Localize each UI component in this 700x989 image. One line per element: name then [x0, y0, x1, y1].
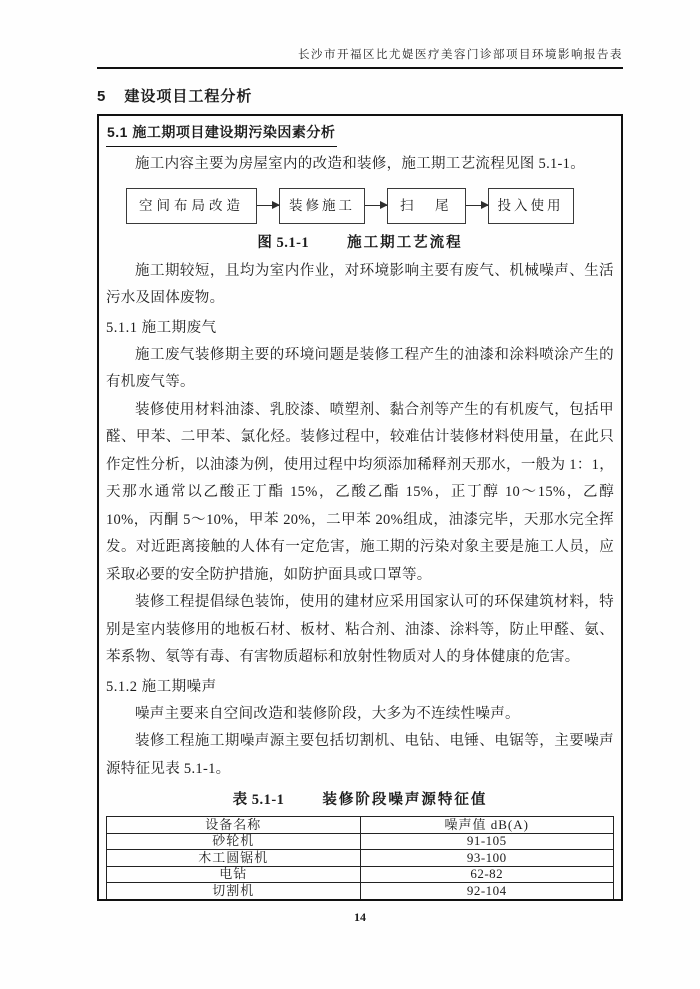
figure-caption-label: 图 5.1-1: [257, 234, 310, 251]
noise-value-cell: 91-105: [360, 833, 614, 850]
flow-step-decoration: 装修施工: [279, 188, 365, 224]
table-row: [107, 883, 614, 900]
table-caption: [106, 783, 614, 813]
paragraph-gas-3: 装修工程提倡绿色装饰，使用的建材应采用国家认可的环保建筑材料，特别是室内装修用的地板石材、板材、粘合剂、油漆、涂料等，防止甲醛、氨、苯系物、氡等有毒、有害物质超标和放射性物质对人的身体健康的危害。: [106, 594, 614, 665]
header-rule: [97, 67, 623, 69]
noise-source-table: [106, 816, 614, 900]
chapter-heading: [97, 85, 623, 106]
heading-5-1-1: 5.1.1 施工期废气: [106, 319, 217, 336]
table-row: [107, 850, 614, 867]
paragraph-noise-1: 噪声主要来自空间改造和装修阶段，大多为不连续性噪声。: [135, 705, 520, 722]
document-body: [97, 0, 623, 901]
column-header-noise-value: 噪声值 dB(A): [360, 817, 614, 834]
flow-step-put-into-use: 投入使用: [488, 188, 574, 224]
table-row: [107, 833, 614, 850]
equipment-name-cell: 砂轮机: [107, 833, 361, 850]
construction-flow-diagram: [126, 188, 562, 224]
flow-step-space-layout: 空间布局改造: [126, 188, 257, 224]
table-header-row: [107, 817, 614, 834]
paragraph-gas-2: 装修使用材料油漆、乳胶漆、喷塑剂、黏合剂等产生的有机废气，包括甲醛、甲苯、二甲苯、氯化烃。装修过程中，较难估计装修材料使用量，在此只作定性分析，以油漆为例，使用过程中均须添加稀释剂天那水，一般为 1：1，天那水通常以乙酸正丁酯 15%，乙酸乙酯 15%，正丁醇 10～15%，乙醇 10%，丙酮 5～10%，甲苯 20%，二甲苯 20%组成，油漆完毕，天那水完全挥发。对近距离接触的人体有一定危害，施工期的污染对象主要是施工人员，应采取必要的安全防护措施，如防护面具或口罩等。: [106, 401, 614, 583]
analysis-content-box: [97, 114, 623, 901]
equipment-name-cell: 电钻: [107, 866, 361, 883]
page-number: 14: [354, 910, 366, 924]
table-row: [107, 866, 614, 883]
equipment-name-cell: 木工圆锯机: [107, 850, 361, 867]
paragraph-noise-2: 装修工程施工期噪声源主要包括切割机、电钻、电锤、电锯等，主要噪声源特征见表 5.1-1。: [106, 733, 614, 777]
heading-5-1-2: 5.1.2 施工期噪声: [106, 678, 217, 695]
arrow-right-icon: [257, 205, 279, 206]
chapter-number: 5: [97, 88, 107, 105]
arrow-right-icon: [365, 205, 387, 206]
noise-value-cell: 62-82: [360, 866, 614, 883]
paragraph-duration: 施工期较短，且均为室内作业，对环境影响主要有废气、机械噪声、生活污水及固体废物。: [106, 262, 614, 306]
figure-caption-title: 施工期工艺流程: [347, 234, 463, 251]
column-header-equipment: 设备名称: [107, 817, 361, 834]
chapter-title: 建设项目工程分析: [124, 88, 253, 105]
table-caption-label: 表 5.1-1: [232, 792, 285, 808]
report-header: 长沙市开福区比尤媞医疗美容门诊部项目环境影响报告表: [298, 49, 623, 61]
flow-step-cleanup: 扫 尾: [387, 188, 466, 224]
table-caption-title: 装修阶段噪声源特征值: [322, 792, 488, 808]
noise-value-cell: 93-100: [360, 850, 614, 867]
noise-value-cell: 92-104: [360, 883, 614, 900]
paragraph-intro: 施工内容主要为房屋室内的改造和装修，施工期工艺流程见图 5.1-1。: [135, 156, 586, 172]
figure-caption: [106, 230, 614, 256]
heading-5-1: 5.1 施工期项目建设期污染因素分析: [106, 121, 337, 147]
equipment-name-cell: 切割机: [107, 883, 361, 900]
arrow-right-icon: [466, 205, 488, 206]
paragraph-gas-1: 施工废气装修期主要的环境问题是装修工程产生的油漆和涂料喷涂产生的有机废气等。: [106, 346, 614, 390]
